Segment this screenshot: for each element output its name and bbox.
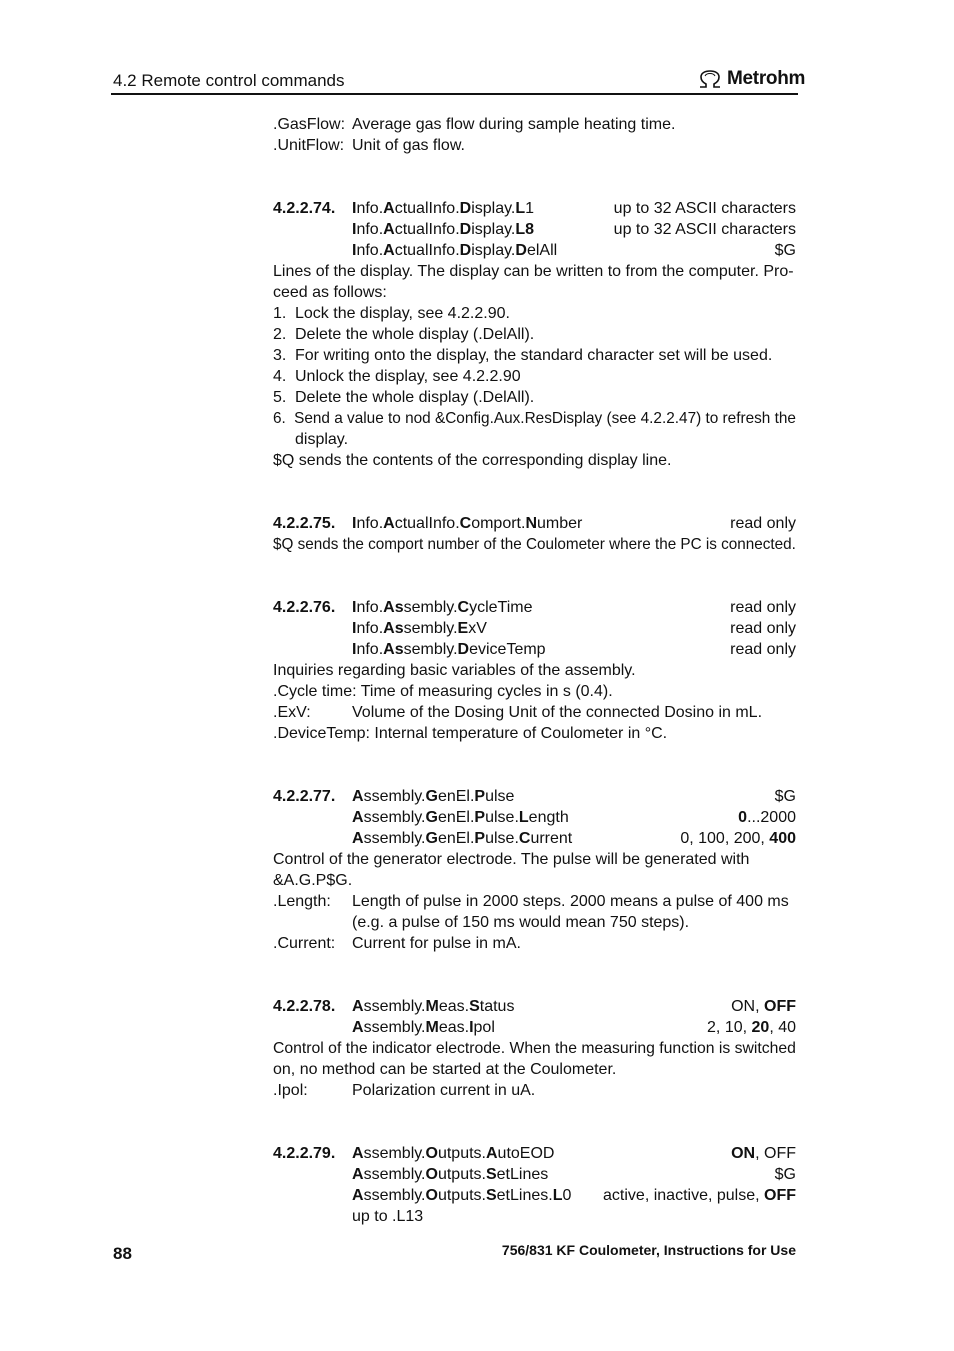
s76-cycle: .Cycle time: Time of measuring cycles in s (0.4). <box>273 683 613 700</box>
s76-exv: .ExV: Volume of the Dosing Unit of the connected Dosino in mL. <box>273 704 763 721</box>
omega-icon <box>697 69 723 89</box>
list-item: 6. Send a value to nod &Config.Aux.ResDisplay (see 4.2.2.47) to refresh the <box>273 410 796 427</box>
s74-number: 4.2.2.74. <box>273 200 336 217</box>
s77-cmd-text: Assembly.GenEl.Pulse <box>352 788 515 805</box>
list-item: 4. Unlock the display, see 4.2.2.90 <box>273 368 521 385</box>
s78-cmd-text: Assembly.Meas.Ipol <box>352 1019 495 1036</box>
s74-cmd-l1: 4.2.2.74. Info.ActualInfo.Display.L1 up to 32 ASCII characters <box>273 200 796 217</box>
s74-cmd-text: Info.ActualInfo.Display.DelAll <box>352 242 558 259</box>
s78-number: 4.2.2.78. <box>273 998 336 1015</box>
s79-extra: up to .L13 <box>352 1208 424 1225</box>
s79-number: 4.2.2.79. <box>273 1145 336 1162</box>
s77-desc: &A.G.P$G. <box>273 872 353 889</box>
s78-ipol: .Ipol: Polarization current in uA. <box>273 1082 536 1099</box>
s76-number: 4.2.2.76. <box>273 599 336 616</box>
s74-cmd-text: Info.ActualInfo.Display.L8 <box>352 221 535 238</box>
list-item: 3. For writing onto the display, the standard character set will be used. <box>273 347 773 364</box>
s78-cmd-text: Assembly.Meas.Status <box>352 998 515 1015</box>
s76-cmd-text: Info.Assembly.DeviceTemp <box>352 641 546 658</box>
s78-cmd: 4.2.2.78. Assembly.Meas.Status ON, OFF <box>273 998 796 1015</box>
s77-cmd: Assembly.GenEl.Pulse.Current 0, 100, 200, 400 <box>352 830 796 847</box>
page-content <box>273 114 796 1227</box>
s77-cmd: Assembly.GenEl.Pulse.Length 0...2000 <box>352 809 796 826</box>
s78-desc: Control of the indicator electrode. When the measuring function is switched <box>273 1040 796 1057</box>
s74-desc: ceed as follows: <box>273 284 387 301</box>
s75-desc: $Q sends the comport number of the Coulometer where the PC is connected. <box>273 536 796 553</box>
s79-cmd: 4.2.2.79. Assembly.Outputs.AutoEOD ON, OFF <box>273 1145 796 1162</box>
header-rule <box>111 93 798 95</box>
s77-desc: Control of the generator electrode. The pulse will be generated with <box>273 851 750 868</box>
s79-cmd-text: Assembly.Outputs.SetLines.L0 <box>352 1187 572 1204</box>
intro-row: .UnitFlow: Unit of gas flow. <box>273 137 465 154</box>
s76-desc: Inquiries regarding basic variables of the assembly. <box>273 662 636 679</box>
s75-number: 4.2.2.75. <box>273 515 336 532</box>
footer-title: 756/831 KF Coulometer, Instructions for Use <box>501 1242 796 1258</box>
brand-name: Metrohm <box>727 68 806 89</box>
s79-cmd: Assembly.Outputs.SetLines $G <box>352 1166 796 1183</box>
s77-number: 4.2.2.77. <box>273 788 336 805</box>
s75-cmd: 4.2.2.75. Info.ActualInfo.Comport.Number read only <box>273 515 796 532</box>
list-item: 1. Lock the display, see 4.2.2.90. <box>273 305 510 322</box>
s76-cmd-text: Info.Assembly.ExV <box>352 620 487 637</box>
list-item: display. <box>295 431 349 448</box>
s76-cmd: Info.Assembly.ExV read only <box>352 620 796 637</box>
s74-cmd-l8: Info.ActualInfo.Display.L8 up to 32 ASCII characters <box>352 221 796 238</box>
s77-cmd-text: Assembly.GenEl.Pulse.Current <box>352 830 573 847</box>
s75-cmd-text: Info.ActualInfo.Comport.Number <box>352 515 583 532</box>
s78-cmd: Assembly.Meas.Ipol 2, 10, 20, 40 <box>352 1019 796 1036</box>
s76-cmd: 4.2.2.76. Info.Assembly.CycleTime read only <box>273 599 796 616</box>
s76-cmd-text: Info.Assembly.CycleTime <box>352 599 533 616</box>
s74-desc: Lines of the display. The display can be written to from the computer. Pro- <box>273 263 794 280</box>
s77-cmd: 4.2.2.77. Assembly.GenEl.Pulse $G <box>273 788 796 805</box>
s79-cmd-text: Assembly.Outputs.AutoEOD <box>352 1145 555 1162</box>
s76-temp: .DeviceTemp: Internal temperature of Coulometer in °C. <box>273 725 668 742</box>
s74-note: $Q sends the contents of the corresponding display line. <box>273 452 672 469</box>
s77-length: .Length: Length of pulse in 2000 steps. 2000 means a pulse of 400 ms <box>273 893 789 910</box>
s77-cmd-text: Assembly.GenEl.Pulse.Length <box>352 809 569 826</box>
s74-cmd-text: Info.ActualInfo.Display.L1 <box>352 200 535 217</box>
header-section: 4.2 Remote control commands <box>113 71 345 90</box>
s79-cmd: Assembly.Outputs.SetLines.L0 active, inactive, pulse, OFF <box>352 1187 796 1204</box>
brand-logo <box>697 68 805 90</box>
list-item: 2. Delete the whole display (.DelAll). <box>273 326 535 343</box>
list-item: 5. Delete the whole display (.DelAll). <box>273 389 535 406</box>
s76-cmd: Info.Assembly.DeviceTemp read only <box>352 641 796 658</box>
s74-cmd-delall: Info.ActualInfo.Display.DelAll $G <box>352 242 796 259</box>
s77-current: .Current: Current for pulse in mA. <box>273 935 521 952</box>
intro-row: .GasFlow: Average gas flow during sample heating time. <box>273 116 676 133</box>
s79-cmd-text: Assembly.Outputs.SetLines <box>352 1166 549 1183</box>
page-number: 88 <box>113 1244 132 1263</box>
s78-desc: on, no method can be started at the Coulometer. <box>273 1061 617 1078</box>
s77-length: (e.g. a pulse of 150 ms would mean 750 steps). <box>352 914 690 931</box>
